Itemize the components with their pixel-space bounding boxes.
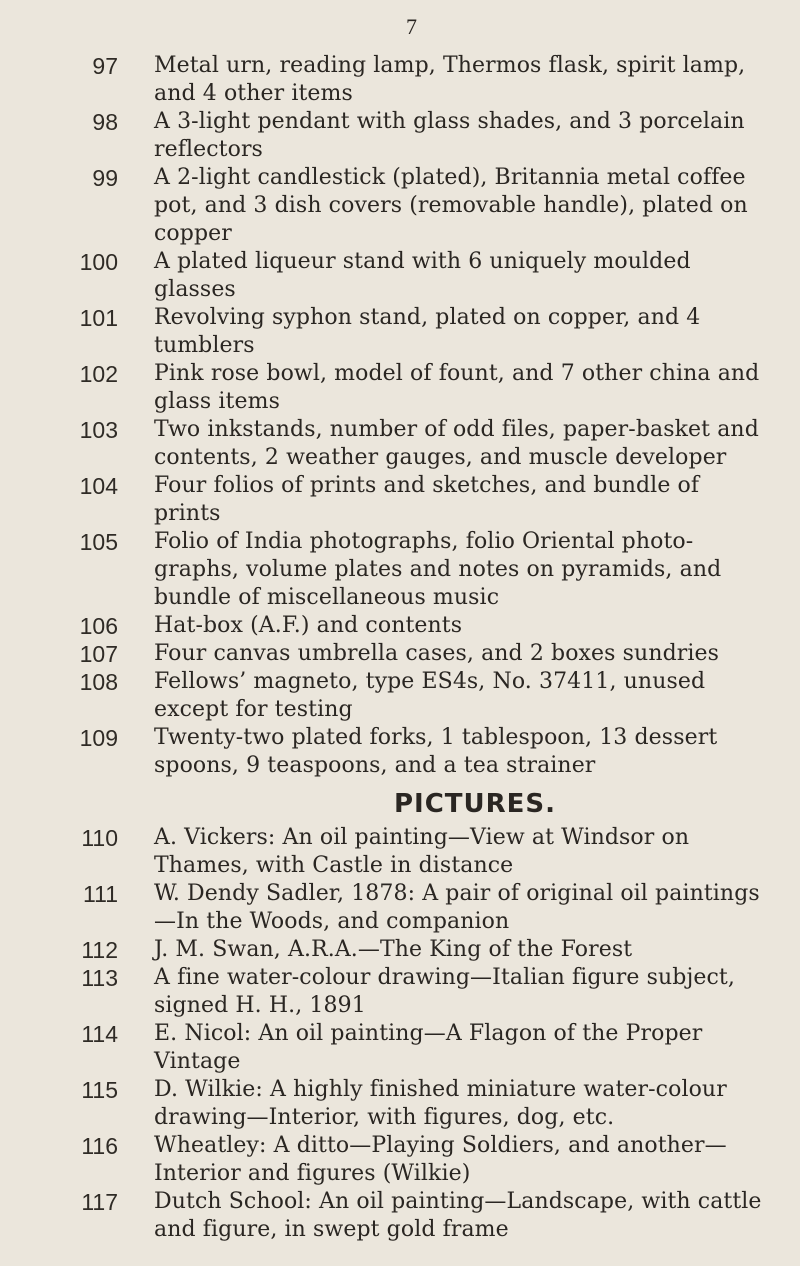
lot-number: 115 xyxy=(81,1077,118,1103)
household-lots xyxy=(0,52,800,780)
lot-entry xyxy=(0,1132,800,1188)
lot-number: 114 xyxy=(81,1021,118,1047)
lot-entry xyxy=(0,164,800,248)
lot-number: 99 xyxy=(92,165,118,191)
lot-entry xyxy=(0,964,800,1020)
lot-number: 116 xyxy=(81,1133,118,1159)
lot-entry xyxy=(0,528,800,612)
lot-entry xyxy=(0,880,800,936)
lot-number: 110 xyxy=(81,825,118,851)
lot-entry xyxy=(0,472,800,528)
lot-entry xyxy=(0,724,800,780)
lot-number: 102 xyxy=(79,361,118,387)
lot-number: 98 xyxy=(92,109,118,135)
lot-description: Twenty-two plated forks, 1 tablespoon, 13 dessert spoons, 9 teaspoons, and a tea strainer xyxy=(154,725,718,778)
lot-description: E. Nicol: An oil painting—A Flagon of the Proper Vintage xyxy=(154,1021,703,1074)
lot-description: W. Dendy Sadler, 1878: A pair of original oil paintings—In the Woods, and companion xyxy=(154,881,760,934)
lot-number: 117 xyxy=(81,1189,118,1215)
lot-description: D. Wilkie: A highly finished miniature water-colour drawing—Interior, with figures, dog, etc. xyxy=(154,1077,727,1130)
lot-description: Hat-box (A.F.) and contents xyxy=(154,613,463,638)
lot-description: A fine water-colour drawing—Italian figure subject, signed H. H., 1891 xyxy=(154,965,735,1018)
lot-description: Wheatley: A ditto—Playing Soldiers, and another—Interior and figures (Wilkie) xyxy=(154,1133,727,1186)
lot-description: Metal urn, reading lamp, Thermos flask, spirit lamp, and 4 other items xyxy=(154,53,746,106)
lot-entry xyxy=(0,824,800,880)
lot-entry xyxy=(0,360,800,416)
lot-description: Folio of India photographs, folio Oriental photo-graphs, volume plates and notes on pyramids, and bundle of miscellaneous music xyxy=(154,529,722,610)
page-number: 7 xyxy=(406,14,417,39)
lot-entry xyxy=(0,668,800,724)
lot-entry xyxy=(0,108,800,164)
lot-number: 112 xyxy=(81,937,118,963)
lot-number: 104 xyxy=(79,473,118,499)
lot-entry xyxy=(0,1076,800,1132)
lot-description: Revolving syphon stand, plated on copper, and 4 tumblers xyxy=(154,305,701,358)
lot-number: 97 xyxy=(92,53,118,79)
picture-lots xyxy=(0,824,800,1244)
lot-number: 105 xyxy=(79,529,118,555)
lot-number: 113 xyxy=(81,965,118,991)
lot-list xyxy=(0,52,800,1244)
lot-entry xyxy=(0,612,800,640)
lot-number: 109 xyxy=(79,725,118,751)
lot-description: A plated liqueur stand with 6 uniquely moulded glasses xyxy=(154,249,691,302)
lot-description: Four canvas umbrella cases, and 2 boxes sundries xyxy=(154,641,720,666)
lot-number: 111 xyxy=(83,881,118,907)
lot-number: 108 xyxy=(79,669,118,695)
lot-number: 107 xyxy=(79,641,118,667)
lot-description: Two inkstands, number of odd files, paper-basket and contents, 2 weather gauges, and muscle developer xyxy=(154,417,759,470)
lot-entry xyxy=(0,52,800,108)
lot-description: Four folios of prints and sketches, and bundle of prints xyxy=(154,473,700,526)
lot-description: Dutch School: An oil painting—Landscape, with cattle and figure, in swept gold frame xyxy=(154,1189,762,1242)
lot-entry xyxy=(0,416,800,472)
lot-description: J. M. Swan, A.R.A.—The King of the Forest xyxy=(154,937,633,962)
lot-entry xyxy=(0,936,800,964)
lot-entry xyxy=(0,304,800,360)
lot-description: Fellows’ magneto, type ES4s, No. 37411, unused except for testing xyxy=(154,669,706,722)
section-heading: PICTURES. xyxy=(393,789,557,819)
lot-entry xyxy=(0,640,800,668)
lot-number: 103 xyxy=(79,417,118,443)
lot-number: 101 xyxy=(79,305,118,331)
lot-entry xyxy=(0,1188,800,1244)
lot-number: 100 xyxy=(79,249,118,275)
lot-entry xyxy=(0,1020,800,1076)
lot-description: Pink rose bowl, model of fount, and 7 other china and glass items xyxy=(154,361,760,414)
lot-entry xyxy=(0,248,800,304)
lot-description: A 2-light candlestick (plated), Britannia metal coffee pot, and 3 dish covers (removable handle), plated on copper xyxy=(154,165,748,246)
lot-description: A 3-light pendant with glass shades, and 3 porcelain reflectors xyxy=(154,109,745,162)
lot-description: A. Vickers: An oil painting—View at Windsor on Thames, with Castle in distance xyxy=(154,825,690,878)
lot-number: 106 xyxy=(79,613,118,639)
